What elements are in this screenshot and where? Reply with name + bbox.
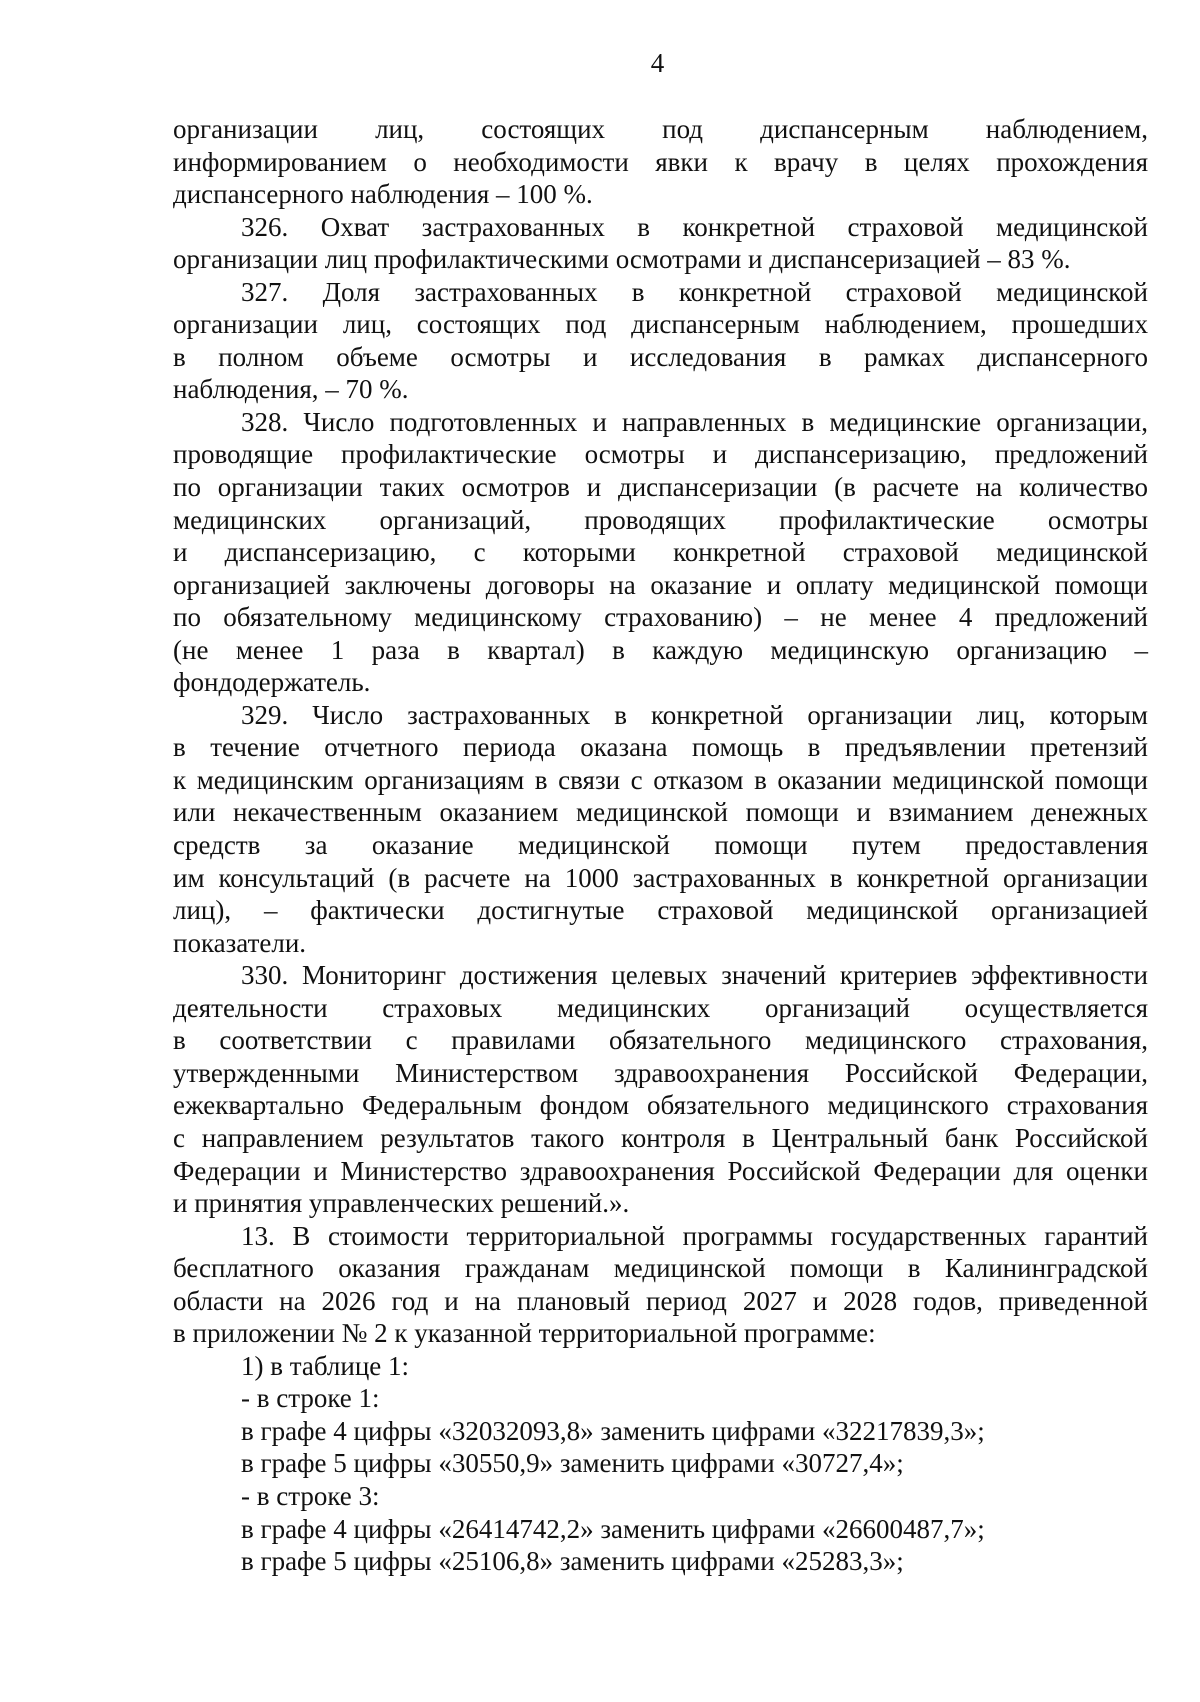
text-line: и принятия управленческих решений.». [173, 1188, 630, 1219]
text-line: фондодержатель. [173, 667, 371, 698]
amendment-line: в графе 5 цифры «30550,9» заменить цифрами «30727,4»; [241, 1448, 904, 1479]
text-line: лиц), – фактически достигнутые страховой медицинской организацией [173, 895, 1148, 926]
text-line: или некачественным оказанием медицинской помощи и взиманием денежных [173, 797, 1148, 828]
item-13 [173, 1220, 1148, 1350]
text-line: (не менее 1 раза в квартал) в каждую медицинскую организацию – [173, 634, 1148, 665]
text-line: 327. Доля застрахованных в конкретной страховой медицинской [241, 276, 1148, 307]
text-line: с направлением результатов такого контроля в Центральный банк Российской [173, 1122, 1148, 1153]
text-line: 329. Число застрахованных в конкретной организации лиц, которым [241, 699, 1148, 730]
amendment-line: - в строке 3: [241, 1480, 380, 1511]
document-body [173, 113, 1148, 1578]
amendment-line: в графе 5 цифры «25106,8» заменить цифрами «25283,3»; [241, 1546, 904, 1577]
text-line: по обязательному медицинскому страхованию) – не менее 4 предложений [173, 602, 1148, 633]
text-line: ежеквартально Федеральным фондом обязательного медицинского страхования [173, 1090, 1148, 1121]
text-line: бесплатного оказания гражданам медицинской помощи в Калининградской [173, 1253, 1148, 1284]
text-line: организации лиц, состоящих под диспансерным наблюдением, прошедших [173, 309, 1148, 340]
item-330 [173, 959, 1148, 1219]
amendment-line: - в строке 1: [241, 1383, 380, 1414]
item-326 [173, 211, 1148, 276]
text-line: в полном объеме осмотры и исследования в рамках диспансерного [173, 341, 1148, 372]
text-line: в течение отчетного периода оказана помощь в предъявлении претензий [173, 732, 1148, 763]
text-line: к медицинским организациям в связи с отказом в оказании медицинской помощи [173, 764, 1148, 795]
text-line: наблюдения, – 70 %. [173, 374, 409, 405]
amendment-line: 1) в таблице 1: [241, 1350, 410, 1381]
text-line: по организации таких осмотров и диспансеризации (в расчете на количество [173, 472, 1148, 503]
text-line: Федерации и Министерство здравоохранения Российской Федерации для оценки [173, 1155, 1148, 1186]
text-line: показатели. [173, 927, 307, 958]
text-line: средств за оказание медицинской помощи путем предоставления [173, 830, 1148, 861]
text-line: медицинских организаций, проводящих профилактические осмотры [173, 504, 1148, 535]
text-line: организацией заключены договоры на оказание и оплату медицинской помощи [173, 569, 1148, 600]
text-line: области на 2026 год и на плановый период 2027 и 2028 годов, приведенной [173, 1285, 1148, 1316]
text-line: утвержденными Министерством здравоохранения Российской Федерации, [173, 1057, 1148, 1088]
text-line: 328. Число подготовленных и направленных в медицинские организации, [241, 406, 1148, 437]
text-line: им консультаций (в расчете на 1000 застрахованных в конкретной организации [173, 862, 1148, 893]
amendment-line: в графе 4 цифры «26414742,2» заменить цифрами «26600487,7»; [241, 1513, 985, 1544]
item-328 [173, 406, 1148, 699]
text-line: организации лиц, состоящих под диспансерным наблюдением, [173, 114, 1148, 144]
text-line: 13. В стоимости территориальной программы государственных гарантий [241, 1220, 1148, 1251]
amendment-list [173, 1350, 1148, 1578]
intro-paragraph [173, 113, 1148, 211]
text-line: проводящие профилактические осмотры и диспансеризацию, предложений [173, 439, 1148, 470]
page-number: 4 [650, 48, 665, 78]
text-line: 330. Мониторинг достижения целевых значений критериев эффективности [241, 960, 1148, 991]
text-line: в соответствии с правилами обязательного медицинского страхования, [173, 1025, 1148, 1056]
amendment-line: в графе 4 цифры «32032093,8» заменить цифрами «32217839,3»; [241, 1415, 985, 1446]
item-329 [173, 699, 1148, 959]
text-line: информированием о необходимости явки к врачу в целях прохождения [173, 146, 1148, 177]
text-line: и диспансеризацию, с которыми конкретной страховой медицинской [173, 537, 1148, 568]
item-327 [173, 276, 1148, 406]
text-line: деятельности страховых медицинских организаций осуществляется [173, 992, 1148, 1023]
text-line: диспансерного наблюдения – 100 %. [173, 179, 593, 210]
text-line: 326. Охват застрахованных в конкретной страховой медицинской [241, 211, 1148, 242]
text-line: организации лиц профилактическими осмотрами и диспансеризацией – 83 %. [173, 244, 1071, 275]
text-line: в приложении № 2 к указанной территориальной программе: [173, 1318, 876, 1349]
